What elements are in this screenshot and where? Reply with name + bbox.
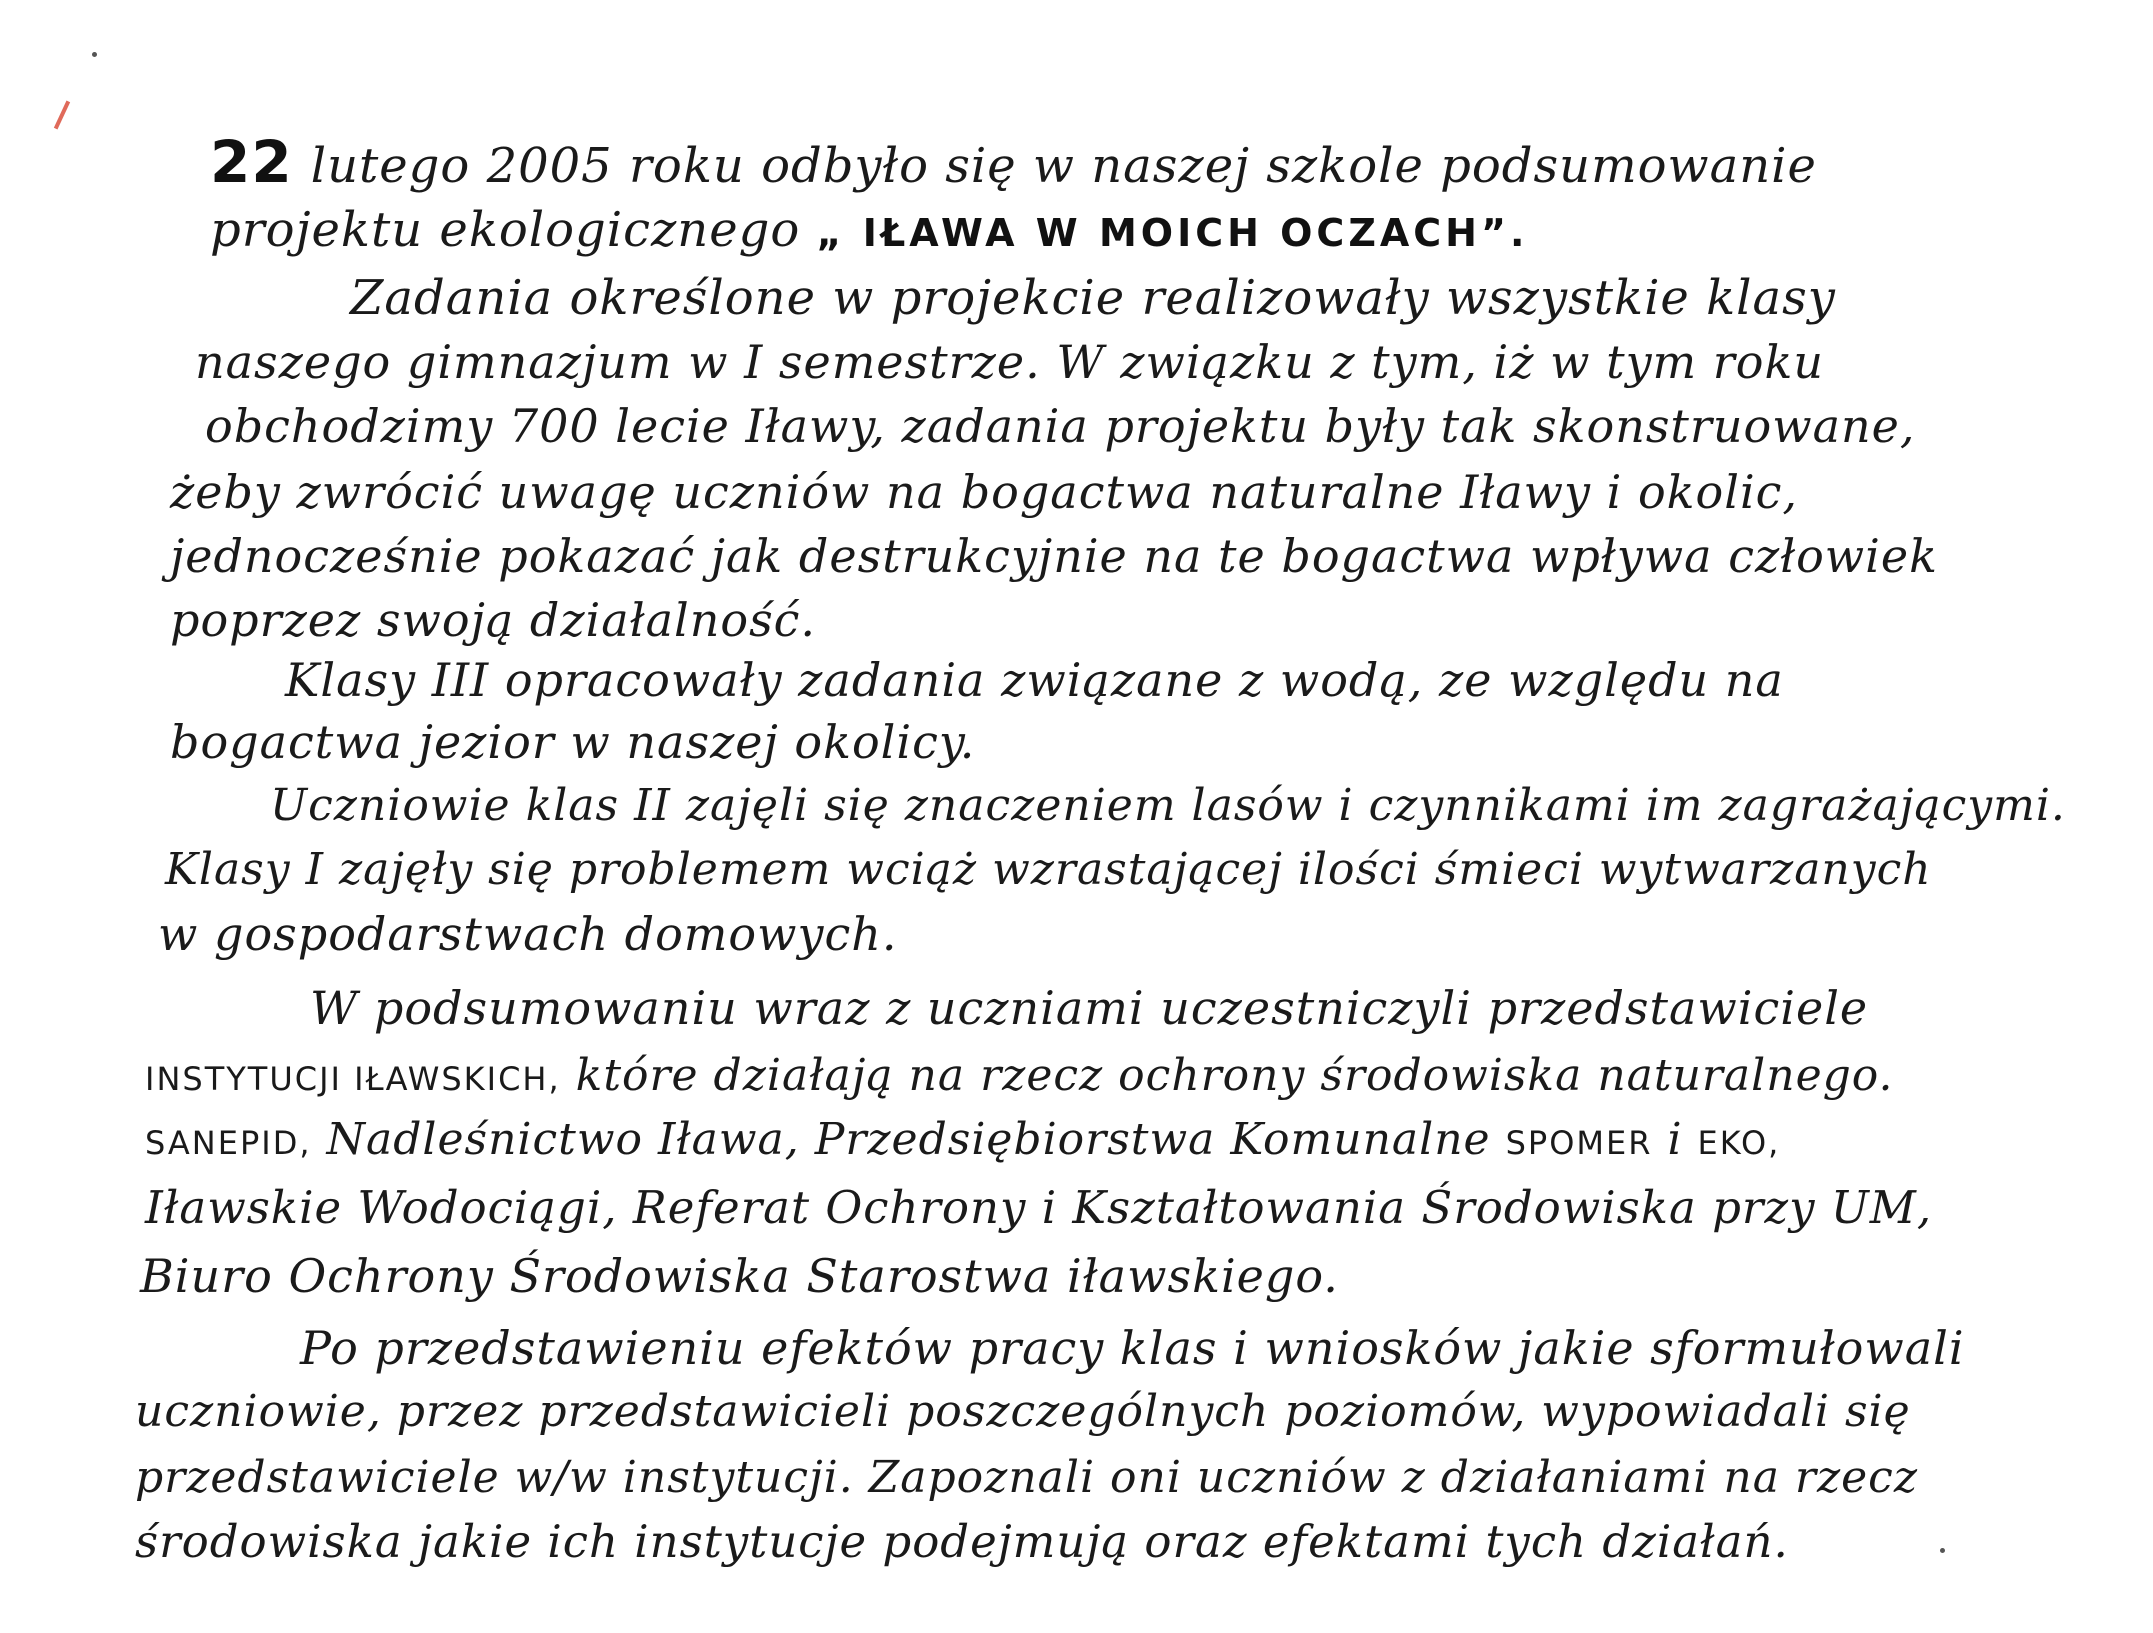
eko-caps: EKO, xyxy=(1697,1124,1781,1162)
text-line-1 xyxy=(210,128,1817,196)
institutions-caps: INSTYTUCJI IŁAWSKICH, xyxy=(145,1060,561,1098)
text-line-2-lead: projektu ekologicznego xyxy=(210,202,801,258)
speck-dot xyxy=(1940,1548,1945,1553)
text-line-18: Biuro Ochrony Środowiska Starostwa iławskiego. xyxy=(140,1249,1339,1303)
text-line-17: Iławskie Wodociągi, Referat Ochrony i Kształtowania Środowiska przy UM, xyxy=(145,1181,1933,1234)
text-line-14: W podsumowaniu wraz z uczniami uczestniczyli przedstawiciele xyxy=(310,981,1869,1035)
text-line-7: jednocześnie pokazać jak destrukcyjnie na te bogactwa wpływa człowiek xyxy=(170,529,1938,583)
text-line-10: bogactwa jezior w naszej okolicy. xyxy=(170,715,976,769)
text-line-3: Zadania określone w projekcie realizowały wszystkie klasy xyxy=(350,270,1836,326)
date-number: 22 xyxy=(210,128,293,196)
text-line-12: Klasy I zajęły się problemem wciąż wzrastającej ilości śmieci wytwarzanych xyxy=(165,844,1932,895)
text-line-15 xyxy=(145,1046,1894,1109)
spomer-caps: SPOMER xyxy=(1505,1124,1653,1162)
speck-dot xyxy=(92,52,97,57)
text-line-16-mid: Nadleśnictwo Iława, Przedsiębiorstwa Komunalne xyxy=(326,1114,1491,1165)
text-line-5: obchodzimy 700 lecie Iławy, zadania projektu były tak skonstruowane, xyxy=(205,399,1916,453)
project-title: „ IŁAWA W MOICH OCZACH”. xyxy=(816,211,1529,255)
text-line-16 xyxy=(145,1110,1780,1173)
text-line-15-rest: które działają na rzecz ochrony środowiska naturalnego. xyxy=(575,1050,1894,1101)
red-pen-mark xyxy=(54,101,70,130)
text-line-13: w gospodarstwach domowych. xyxy=(158,907,898,961)
text-line-19: Po przedstawieniu efektów pracy klas i wniosków jakie sformułowali xyxy=(300,1321,1965,1375)
text-line-21: przedstawiciele w/w instytucji. Zapoznali oni uczniów z działaniami na rzecz xyxy=(135,1452,1918,1503)
text-line-20: uczniowie, przez przedstawicieli poszczególnych poziomów, wypowiadali się xyxy=(135,1386,1911,1437)
text-line-2 xyxy=(210,200,1528,263)
text-line-22: środowiska jakie ich instytucje podejmują oraz efektami tych działań. xyxy=(135,1515,1789,1568)
text-line-8: poprzez swoją działalność. xyxy=(170,593,817,647)
text-line-6: żeby zwrócić uwagę uczniów na bogactwa naturalne Iławy i okolic, xyxy=(170,465,1799,519)
text-line-4: naszego gimnazjum w I semestrze. W związku z tym, iż w tym roku xyxy=(195,335,1824,389)
text-line-16-and: i xyxy=(1667,1114,1683,1165)
text-line-9: Klasy III opracowały zadania związane z wodą, ze względu na xyxy=(285,653,1784,707)
text-line-1-rest: lutego 2005 roku odbyło się w naszej szkole podsumowanie xyxy=(310,138,1817,194)
sanepid-caps: SANEPID, xyxy=(145,1124,312,1162)
text-line-11: Uczniowie klas II zajęli się znaczeniem lasów i czynnikami im zagrażającymi. xyxy=(270,780,2066,831)
